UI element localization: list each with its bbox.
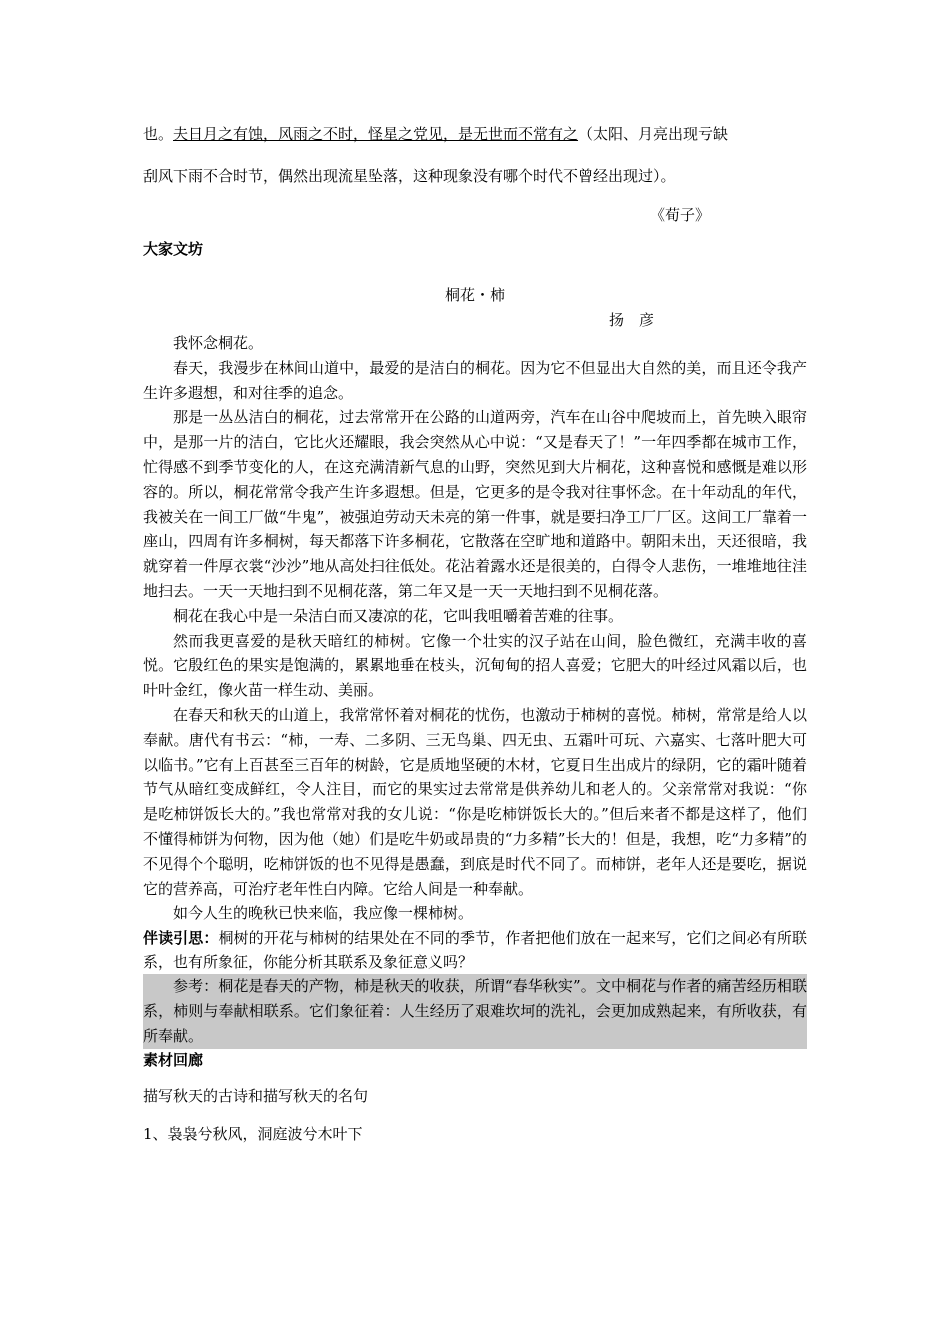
article-paragraph: 桐花在我心中是一朵洁白而又凄凉的花，它叫我咀嚼着苦难的往事。 [173,606,624,625]
article-title: 桐花・柿 [444,286,505,304]
article-paragraph: 那是一丛丛洁白的桐花，过去常常开在公路的山道两旁，汽车在山谷中爬坡而上，首先映入眼帘中，是那一片的洁白，它比火还耀眼，我会突然从心中说：“又是春天了！”一年四季都在城市工作，忙得感不到季节变化的人，在这充满清新气息的山野，突然见到大片桐花，这种喜悦和感慨是难以形容的。所以，桐花常常令我产生许多遐想。但是，它更多的是令我对往事怀念。在十年动乱的年代，我被关在一间工厂做“牛鬼”，被强迫劳动天未亮的第一件事，就是要扫净工厂厂区。这间工厂靠着一座山，四周有许多桐树，每天都落下许多桐花，它散落在空旷地和道路中。朝阳未出，天还很暗，我就穿着一件厚衣裳“沙沙”地从高处扫往低处。花沾着露水还是很美的，白得令人悲伤，一堆堆地往洼地扫去。一天一天地扫到不见桐花落，第二年又是一天一天地扫到不见桐花落。 [143,408,807,600]
material-subtitle: 描写秋天的古诗和描写秋天的名句 [143,1086,369,1105]
intro-line-1-end: （太阳、月亮出现亏缺 [578,125,729,143]
intro-line-1-start: 也。 [143,125,174,143]
reading-guide [143,926,807,974]
section-title-masters: 大家文坊 [143,240,204,258]
reading-guide-label: 伴读引思： [143,929,219,948]
article-paragraph: 如今人生的晚秋已快来临，我应像一棵柿树。 [173,904,474,923]
reading-guide-question: 桐树的开花与柿树的结果处在不同的季节，作者把他们放在一起来写，它们之间必有所联系，也有所象征，你能分析其联系及象征意义吗？ [143,929,807,972]
article-paragraph: 在春天和秋天的山道上，我常常怀着对桐花的忧伤，也激动于柿树的喜悦。柿树，常常是给人以奉献。唐代有书云：“柿，一寿、二多阴、三无鸟巢、四无虫、五霜叶可玩、六嘉实、七落叶肥大可以临书。”它有上百甚至三百年的树龄，它是质地坚硬的木材，它夏日生出成片的绿阴，它的霜叶随着节气从暗红变成鲜红，令人注目，而它的果实过去常常是供养幼儿和老人的。父亲常常对我说：“你是吃柿饼饭长大的。”我也常常对我的女儿说：“你是吃柿饼饭长大的。”但后来者不都是这样了，他们不懂得柿饼为何物，因为他（她）们是吃牛奶或昂贵的“力多精”长大的！但是，我想，吃“力多精”的不见得个个聪明，吃柿饼饭的也不见得是愚蠢，到底是时代不同了。而柿饼，老年人还是要吃，据说它的营养高，可治疗老年性白内障。它给人间是一种奉献。 [143,705,807,898]
article-author: 扬 彦 [608,311,654,329]
material-item-1: 1、袅袅兮秋风，洞庭波兮木叶下 [143,1124,363,1143]
reference-answer: 参考：桐花是春天的产物，柿是秋天的收获，所谓“春华秋实”。文中桐花与作者的痛苦经历相联系，柿则与奉献相联系。它们象征着：人生经历了艰难坎坷的洗礼，会更加成熟起来，有所收获，有所奉献。 [143,974,807,1048]
document-page [143,118,807,1145]
article-body [143,331,807,926]
intro-line-2: 刮风下雨不合时节，偶然出现流星坠落，这种现象没有哪个时代不曾经出现过）。 [143,167,676,185]
article-paragraph: 春天，我漫步在林间山道中，最爱的是洁白的桐花。因为它不但显出大自然的美，而且还令我产生许多遐想，和对往季的追念。 [143,358,807,402]
quote-source: 《荀子》 [649,206,710,224]
intro-quote-underlined: 夫日月之有蚀，风雨之不时，怪星之党见，是无世而不常有之 [173,125,579,143]
article-paragraph: 我怀念桐花。 [173,334,264,352]
section-title-material: 素材回廊 [143,1050,204,1069]
intro-line-1 [143,123,807,145]
article-paragraph: 然而我更喜爱的是秋天暗红的柿树。它像一个壮实的汉子站在山间，脸色微红，充满丰收的喜悦。它殷红色的果实是饱满的，累累地垂在枝头，沉甸甸的招人喜爱；它肥大的叶经过风霜以后，也叶叶金红，像火苗一样生动、美丽。 [143,631,807,700]
